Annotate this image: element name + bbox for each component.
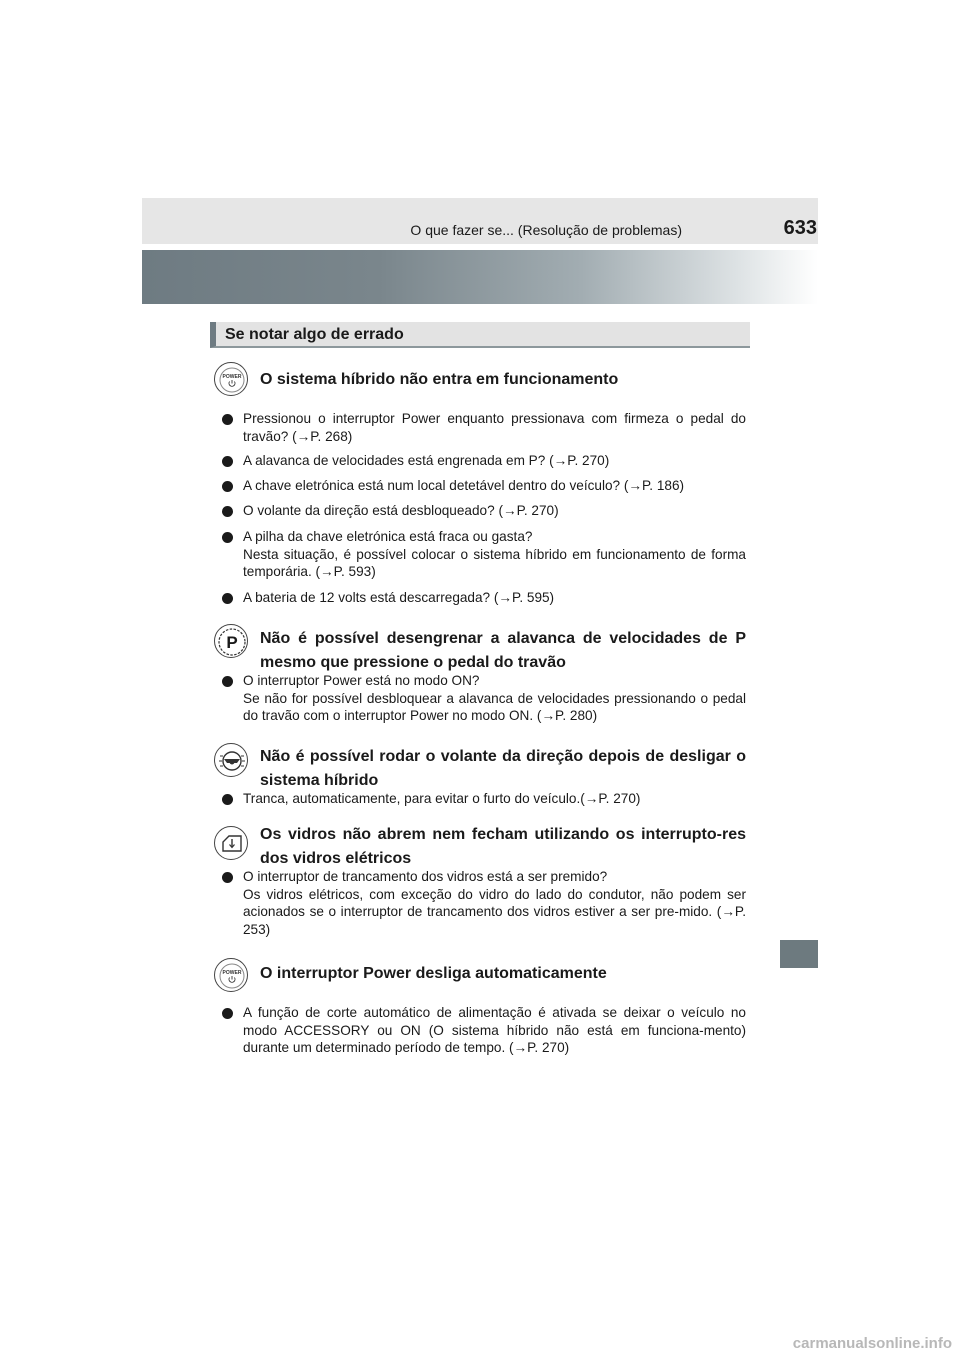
power-icon bbox=[214, 958, 248, 992]
bullet-text bbox=[243, 528, 746, 581]
bullet-icon bbox=[222, 872, 233, 883]
watermark: carmanualsonline.info bbox=[792, 1335, 952, 1352]
bullet-text: A função de corte automático de alimentação é ativada se deixar o veículo no modo ACCESSORY ou ON (O sistema híbrido não está em funciona-mento) durante um determinado período de tempo. (→P. 270) bbox=[243, 1005, 746, 1055]
list-item bbox=[222, 502, 746, 520]
bullet-icon bbox=[222, 676, 233, 687]
bullet-text: Tranca, automaticamente, para evitar o furto do veículo.(→P. 270) bbox=[243, 791, 641, 806]
svg-text:P: P bbox=[226, 633, 238, 652]
chapter-title: O que fazer se... (Resolução de problemas) bbox=[410, 222, 682, 238]
block-3-heading: Não é possível rodar o volante da direção depois de desligar o sistema híbrido bbox=[260, 748, 746, 789]
list-item bbox=[222, 452, 746, 470]
bullet-question: A pilha da chave eletrónica está fraca ou gasta? bbox=[243, 529, 533, 544]
bullet-icon bbox=[222, 794, 233, 805]
bullet-text: O volante da direção está desbloqueado? (→P. 270) bbox=[243, 503, 559, 518]
block-2-heading: Não é possível desengrenar a alavanca de velocidades de P mesmo que pressione o pedal do travão bbox=[260, 630, 746, 671]
section-heading bbox=[210, 322, 750, 348]
svg-text:POWER: POWER bbox=[222, 970, 242, 976]
bullet-icon bbox=[222, 593, 233, 604]
bullet-icon bbox=[222, 506, 233, 517]
bullet-icon bbox=[222, 456, 233, 467]
section-title: Se notar algo de errado bbox=[225, 326, 404, 343]
bullet-detail: Nesta situação, é possível colocar o sistema híbrido em funcionamento de forma temporária. (→P. 593) bbox=[243, 546, 746, 579]
bullet-text: Pressionou o interruptor Power enquanto pressionava com firmeza o pedal do travão? (→P. 268) bbox=[243, 411, 746, 444]
block-1-heading: O sistema híbrido não entra em funcionamento bbox=[260, 371, 619, 388]
chapter-band bbox=[142, 250, 818, 304]
list-item bbox=[222, 477, 746, 495]
bullet-question: O interruptor Power está no modo ON? bbox=[243, 673, 480, 688]
svg-text:POWER: POWER bbox=[222, 374, 242, 380]
bullet-text bbox=[243, 868, 746, 938]
bullet-icon bbox=[222, 1008, 233, 1019]
power-icon bbox=[214, 362, 248, 396]
bullet-question: O interruptor de trancamento dos vidros está a ser premido? bbox=[243, 869, 608, 884]
steering-lock-icon bbox=[214, 743, 248, 777]
park-p-icon bbox=[214, 624, 248, 658]
list-item bbox=[222, 528, 746, 581]
list-item bbox=[222, 410, 746, 445]
list-item bbox=[222, 672, 746, 725]
list-item bbox=[222, 589, 746, 607]
bullet-icon bbox=[222, 481, 233, 492]
bullet-detail: Os vidros elétricos, com exceção do vidro do lado do condutor, não podem ser acionados se o interruptor de trancamento dos vidros estiver a ser pre-mido. (→P. 253) bbox=[243, 886, 746, 937]
bullet-icon bbox=[222, 414, 233, 425]
bullet-text: A alavanca de velocidades está engrenada em P? (→P. 270) bbox=[243, 453, 610, 468]
list-item bbox=[222, 790, 746, 808]
block-5-heading: O interruptor Power desliga automaticamente bbox=[260, 965, 607, 982]
list-item bbox=[222, 868, 746, 938]
bullet-text: A bateria de 12 volts está descarregada? (→P. 595) bbox=[243, 590, 555, 605]
bullet-text: A chave eletrónica está num local detetável dentro do veículo? (→P. 186) bbox=[243, 478, 685, 493]
bullet-icon bbox=[222, 532, 233, 543]
chapter-side-tab bbox=[780, 940, 818, 968]
bullet-detail: Se não for possível desbloquear a alavanca de velocidades pressionando o pedal do travão com o interruptor Power no modo ON. (→P. 280) bbox=[243, 690, 746, 723]
window-switch-icon bbox=[214, 826, 248, 860]
page-number: 633 bbox=[783, 217, 817, 239]
block-4-heading: Os vidros não abrem nem fecham utilizando os interrupto-res dos vidros elétricos bbox=[260, 826, 746, 867]
bullet-text bbox=[243, 672, 746, 725]
list-item bbox=[222, 1004, 746, 1057]
